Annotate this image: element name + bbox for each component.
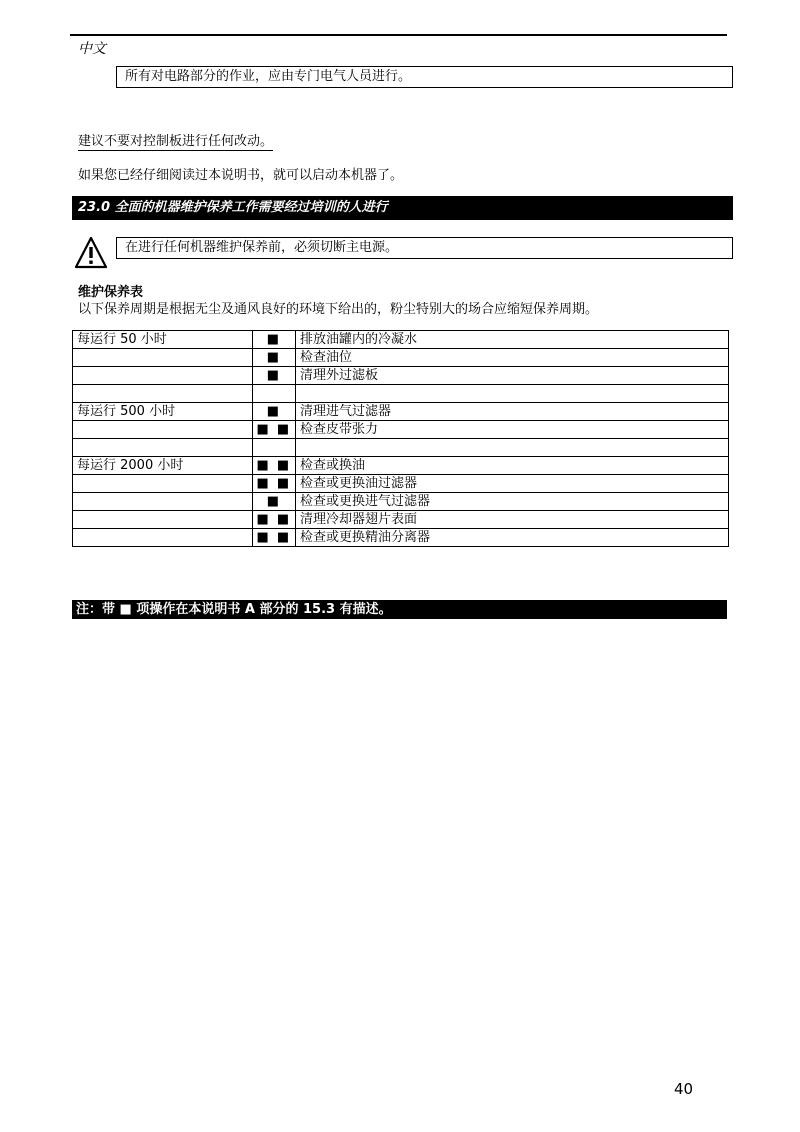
task-cell: 检查或更换进气过滤器 bbox=[296, 493, 729, 511]
task-cell: 检查皮带张力 bbox=[296, 421, 729, 439]
warning-triangle-icon bbox=[74, 236, 108, 270]
maintenance-schedule-table bbox=[72, 330, 729, 547]
page-number: 40 bbox=[674, 1080, 694, 1098]
interval-cell bbox=[73, 529, 253, 547]
task-cell bbox=[296, 439, 729, 457]
table-row bbox=[73, 475, 729, 493]
mark-cell bbox=[252, 385, 295, 403]
task-cell: 清理冷却器翅片表面 bbox=[296, 511, 729, 529]
header-rule bbox=[70, 34, 727, 36]
task-cell: 清理进气过滤器 bbox=[296, 403, 729, 421]
note-bar: 注：带 ■ 项操作在本说明书 A 部分的 15.3 有描述。 bbox=[72, 600, 727, 619]
interval-cell bbox=[73, 439, 253, 457]
start-machine-text: 如果您已经仔细阅读过本说明书，就可以启动本机器了。 bbox=[78, 168, 404, 183]
table-row bbox=[73, 385, 729, 403]
table-row bbox=[73, 439, 729, 457]
task-cell: 排放油罐内的冷凝水 bbox=[296, 331, 729, 349]
mark-cell: ■ ■ bbox=[252, 457, 295, 475]
warning-notice-box: 在进行任何机器维护保养前，必须切断主电源。 bbox=[116, 237, 733, 259]
mark-cell: ■ bbox=[252, 349, 295, 367]
task-cell bbox=[296, 385, 729, 403]
interval-cell: 每运行 2000 小时 bbox=[73, 457, 253, 475]
task-cell: 检查或更换油过滤器 bbox=[296, 475, 729, 493]
table-row bbox=[73, 421, 729, 439]
language-label: 中文 bbox=[78, 41, 106, 57]
interval-cell bbox=[73, 493, 253, 511]
interval-cell bbox=[73, 349, 253, 367]
task-cell: 检查或换油 bbox=[296, 457, 729, 475]
interval-cell bbox=[73, 367, 253, 385]
table-row bbox=[73, 331, 729, 349]
mark-cell: ■ bbox=[252, 493, 295, 511]
mark-cell: ■ ■ bbox=[252, 421, 295, 439]
section-title-bar: 23.0 全面的机器维护保养工作需要经过培训的人进行 bbox=[72, 196, 733, 220]
table-row bbox=[73, 493, 729, 511]
mark-cell: ■ bbox=[252, 331, 295, 349]
electrical-notice-box: 所有对电路部分的作业，应由专门电气人员进行。 bbox=[116, 66, 733, 88]
interval-cell bbox=[73, 475, 253, 493]
table-row bbox=[73, 403, 729, 421]
interval-cell bbox=[73, 511, 253, 529]
schedule-description: 以下保养周期是根据无尘及通风良好的环境下给出的，粉尘特别大的场合应缩短保养周期。 bbox=[78, 302, 599, 317]
table-row bbox=[73, 529, 729, 547]
mark-cell: ■ ■ bbox=[252, 529, 295, 547]
table-row bbox=[73, 367, 729, 385]
control-board-advice: 建议不要对控制板进行任何改动。 bbox=[78, 130, 273, 151]
mark-cell bbox=[252, 439, 295, 457]
task-cell: 检查油位 bbox=[296, 349, 729, 367]
interval-cell bbox=[73, 421, 253, 439]
table-row bbox=[73, 349, 729, 367]
interval-cell: 每运行 500 小时 bbox=[73, 403, 253, 421]
table-row bbox=[73, 511, 729, 529]
mark-cell: ■ ■ bbox=[252, 511, 295, 529]
mark-cell: ■ bbox=[252, 403, 295, 421]
interval-cell bbox=[73, 385, 253, 403]
mark-cell: ■ bbox=[252, 367, 295, 385]
mark-cell: ■ ■ bbox=[252, 475, 295, 493]
schedule-title: 维护保养表 bbox=[78, 285, 144, 300]
table-row bbox=[73, 457, 729, 475]
task-cell: 检查或更换精油分离器 bbox=[296, 529, 729, 547]
task-cell: 清理外过滤板 bbox=[296, 367, 729, 385]
interval-cell: 每运行 50 小时 bbox=[73, 331, 253, 349]
